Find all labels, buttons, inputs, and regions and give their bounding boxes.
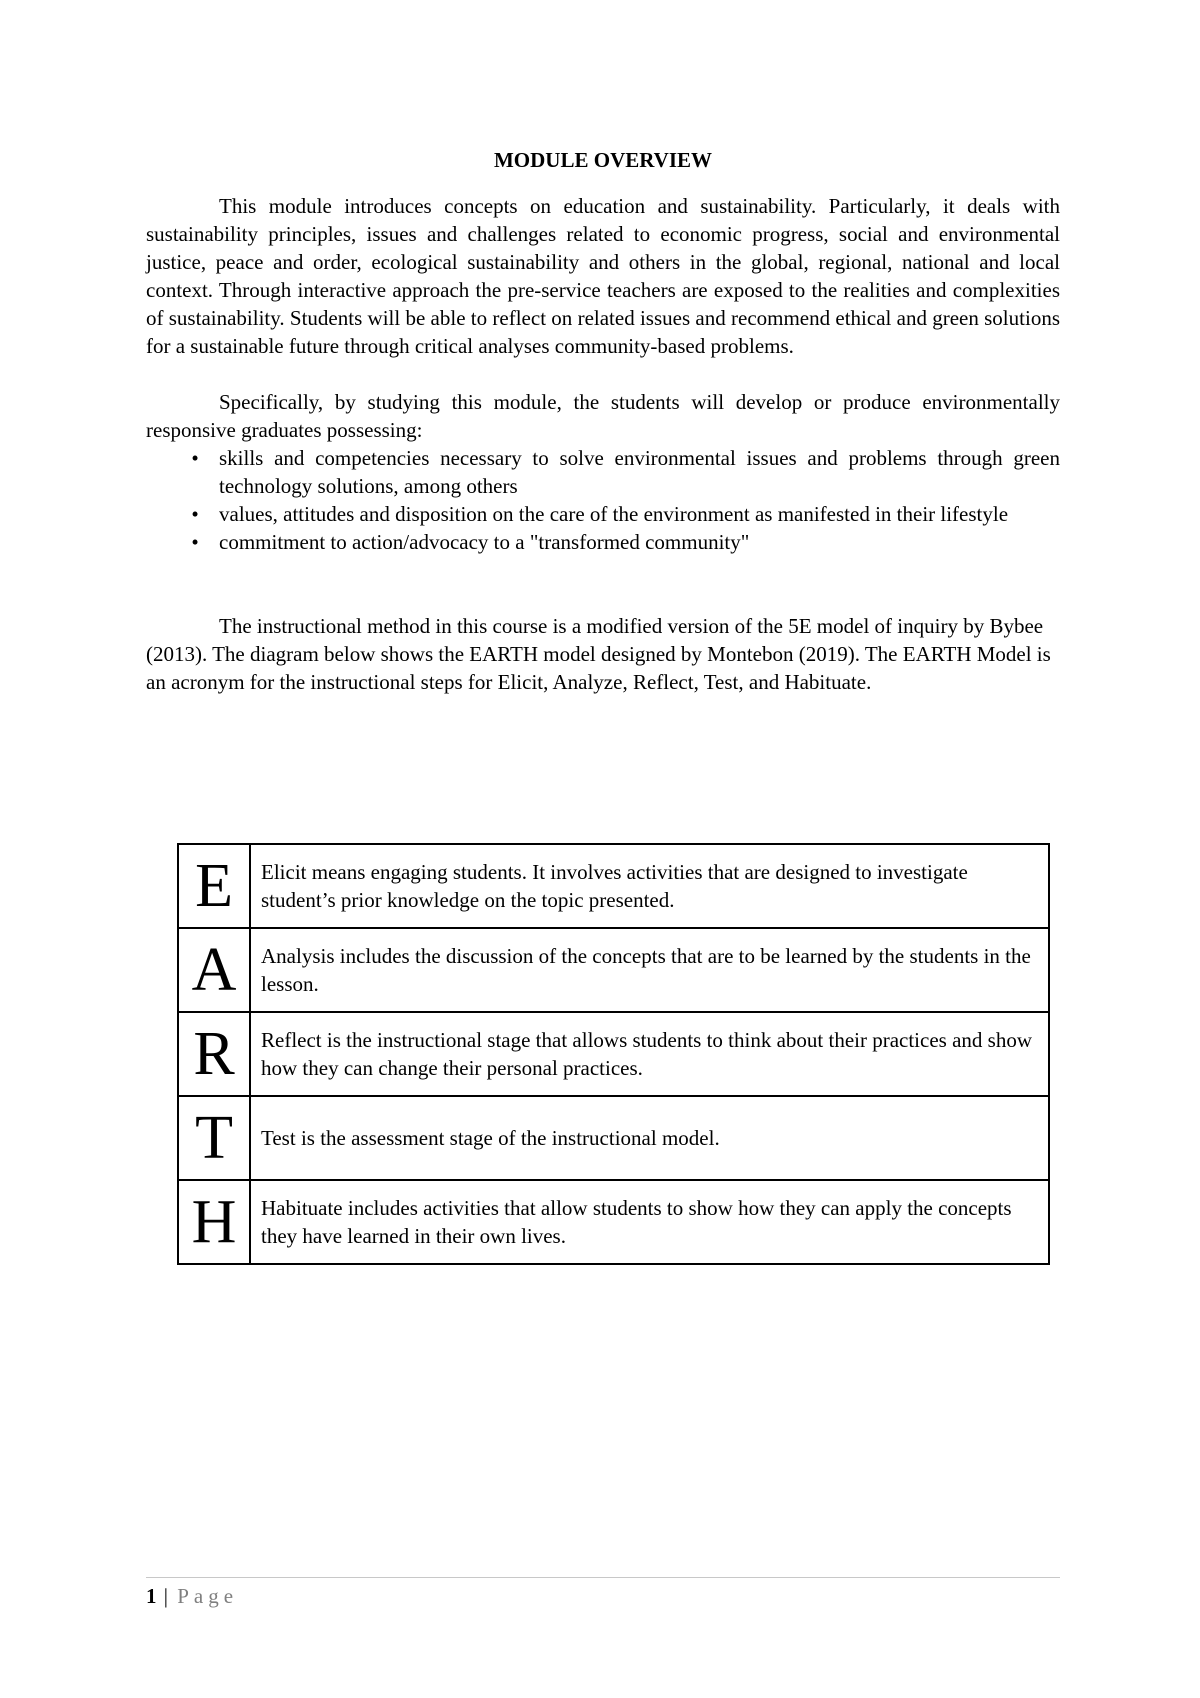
table-row (178, 1096, 1049, 1180)
table-row (178, 844, 1049, 928)
list-item (146, 528, 1060, 556)
earth-description: Analysis includes the discussion of the concepts that are to be learned by the students in the lesson. (250, 928, 1049, 1012)
footer-separator: | (163, 1584, 168, 1608)
bullet-icon: • (191, 502, 199, 526)
earth-description: Test is the assessment stage of the instructional model. (250, 1096, 1049, 1180)
bullet-icon: • (191, 530, 199, 554)
table-row (178, 928, 1049, 1012)
earth-letter: H (178, 1180, 250, 1264)
earth-description: Reflect is the instructional stage that allows students to think about their practices and show how they can change their personal practices. (250, 1012, 1049, 1096)
list-item-text: commitment to action/advocacy to a "transformed community" (219, 530, 750, 554)
earth-letter: E (178, 844, 250, 928)
list-item (146, 444, 1060, 500)
table-row (178, 1180, 1049, 1264)
list-item-text: values, attitudes and disposition on the care of the environment as manifested in their lifestyle (219, 502, 1009, 526)
list-item-text: skills and competencies necessary to solve environmental issues and problems through green technology solutions, among others (219, 446, 1060, 498)
footer-divider (146, 1577, 1060, 1578)
page-content (146, 146, 1060, 696)
specifically-paragraph: Specifically, by studying this module, the students will develop or produce environmentally responsive graduates possessing: (146, 390, 1060, 442)
table-row (178, 1012, 1049, 1096)
page-number: 1 (146, 1584, 157, 1608)
earth-description: Elicit means engaging students. It involves activities that are designed to investigate student’s prior knowledge on the topic presented. (250, 844, 1049, 928)
page-footer (146, 1582, 238, 1610)
earth-model-table (177, 843, 1050, 1265)
page-label: Page (177, 1584, 239, 1608)
list-item (146, 500, 1060, 528)
page-title: MODULE OVERVIEW (493, 148, 713, 172)
intro-paragraph: This module introduces concepts on education and sustainability. Particularly, it deals with sustainability principles, issues and challenges related to economic progress, social and environmental justice, peace and order, ecological sustainability and others in the global, regional, national and local context. Through interactive approach the pre-service teachers are exposed to the realities and complexities of sustainability. Students will be able to reflect on related issues and recommend ethical and green solutions for a sustainable future through critical analyses community-based problems. (146, 194, 1060, 358)
earth-letter: T (178, 1096, 250, 1180)
earth-description: Habituate includes activities that allow students to show how they can apply the concepts they have learned in their own lives. (250, 1180, 1049, 1264)
outcomes-list (146, 444, 1060, 556)
method-paragraph: The instructional method in this course is a modified version of the 5E model of inquiry by Bybee (2013). The diagram below shows the EARTH model designed by Montebon (2019). The EARTH Model is an acronym for the instructional steps for Elicit, Analyze, Reflect, Test, and Habituate. (146, 614, 1051, 694)
bullet-icon: • (191, 446, 199, 470)
earth-letter: R (178, 1012, 250, 1096)
earth-letter: A (178, 928, 250, 1012)
